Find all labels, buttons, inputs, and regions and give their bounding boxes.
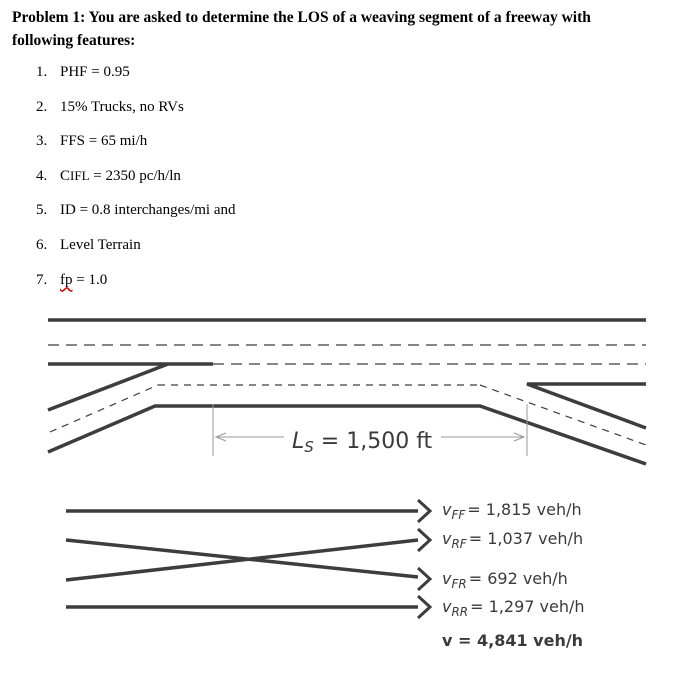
feature-text: ID = 0.8 interchanges/mi and [60, 202, 236, 219]
feature-number: 3. [36, 133, 48, 150]
feature-text: = 1.0 [72, 271, 108, 288]
flow-arrowhead-rf [418, 529, 430, 551]
flow-label-ff: $v_{FF} = 1,815$ veh/h [442, 500, 582, 522]
total-flow-label: v = 4,841 veh/h [442, 631, 584, 650]
feature-number: 5. [36, 202, 48, 219]
feature-number: 2. [36, 98, 48, 115]
feature-number: 1. [36, 64, 48, 80]
flow-label-rf: $v_{RF} = 1,037$ veh/h [442, 529, 584, 551]
feature-text: FFS = 65 mi/h [60, 133, 148, 150]
on-ramp-edge [48, 364, 168, 410]
off-ramp-gore-edge [527, 384, 646, 428]
flow-label-rr: $v_{RR} = 1,297$ veh/h [442, 597, 585, 619]
feature-number: 4. [36, 167, 48, 184]
feature-number: 6. [36, 236, 48, 253]
fp-symbol: fp [60, 271, 73, 288]
flow-arrowhead-fr [418, 568, 430, 590]
feature-text: = 2350 pc/h/ln [89, 167, 181, 184]
capacity-subscript: IFL [70, 167, 90, 183]
feature-text: 15% Trucks, no RVs [60, 98, 184, 115]
feature-text: Level Terrain [60, 236, 141, 253]
flow-arrowhead-ff [418, 500, 430, 522]
flow-arrowhead-rr [418, 596, 430, 618]
problem-statement: Problem 1: You are asked to determine the LOS of a weaving segment of a freeway with following features: [12, 9, 591, 49]
capacity-symbol: C [60, 167, 71, 184]
on-ramp-lane-line [50, 385, 158, 432]
feature-text: PHF = 0.95 [60, 64, 130, 80]
ls-label: LS = 1,500 ft [292, 429, 433, 456]
feature-number: 7. [36, 271, 48, 288]
flow-label-fr: $v_{FR} = 692$ veh/h [442, 569, 568, 591]
